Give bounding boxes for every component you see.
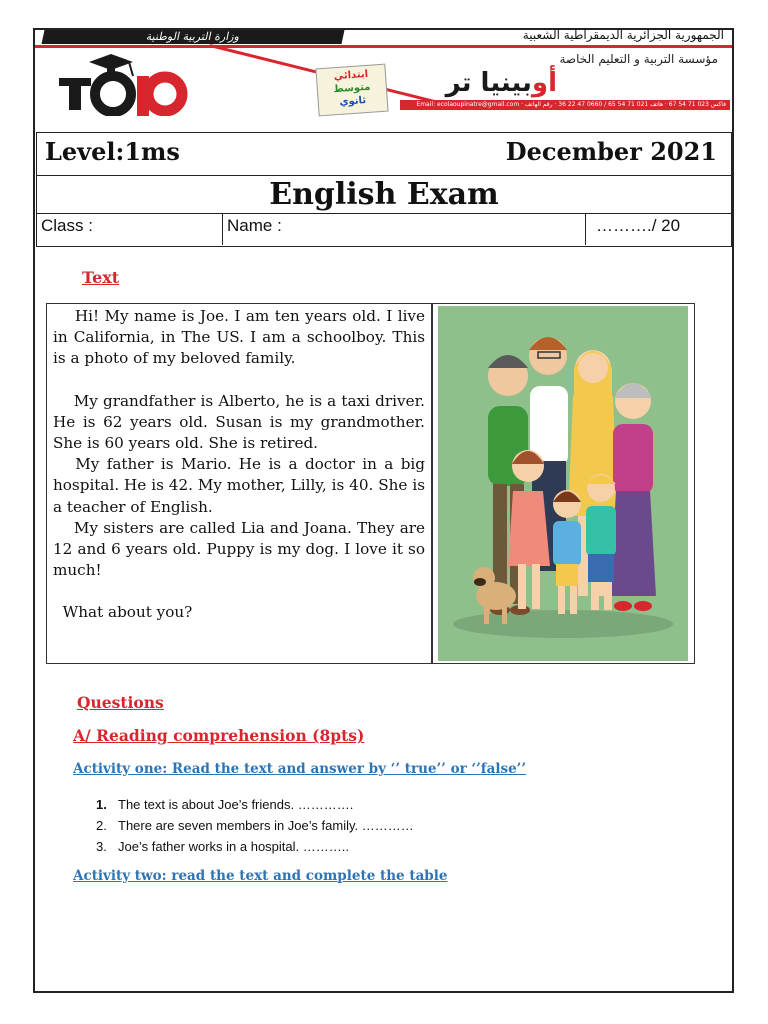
exam-date: December 2021 [505, 137, 717, 166]
ministry-label: وزارة التربية الوطنية [42, 30, 345, 44]
header-red-bar [35, 45, 732, 48]
passage-divider [431, 304, 433, 663]
activity-two-heading: Activity two: read the text and complete the table [73, 868, 448, 884]
levels-badge [315, 64, 388, 117]
passage-closing: What about you? [62, 603, 193, 622]
section-a-heading: A/ Reading comprehension (8pts) [73, 726, 365, 745]
level-middle: متوسط [333, 81, 371, 96]
passage-paragraph: Hi! My name is Joe. I am ten years old. I live in California, in The US. I am a schoolboy. This is a photo of my beloved family. [53, 307, 426, 368]
family-cartoon-icon [438, 306, 688, 661]
contact-line: Email: ecolaoupinatre@gmail.com · فاكس 023 71 54 67 · هاتف 021 71 54 65 / 0660 47 22 36 · رقم الهاتف [400, 100, 730, 110]
brand-name-red: أو [531, 68, 557, 98]
item-text: Joe’s father works in a hospital. ……….. [118, 839, 349, 854]
passage-paragraph: My father is Mario. He is a doctor in a big hospital. He is 42. My mother, Lilly, is 40. She is a teacher of English. [53, 455, 426, 516]
exam-title: English Exam [269, 177, 499, 212]
item-number: 1. [96, 797, 107, 812]
item-number: 3. [96, 839, 107, 854]
brand-name-black: بينيا تر [445, 68, 532, 98]
list-item [96, 836, 414, 857]
level-secondary: ثانوي [339, 95, 367, 108]
item-text: The text is about Joe’s friends. …………. [118, 797, 354, 812]
level-label: Level:1ms [45, 137, 180, 166]
passage-paragraph: My sisters are called Lia and Joana. They are 12 and 6 years old. Puppy is my dog. I love it so much! [53, 518, 426, 580]
title-row [36, 176, 732, 214]
text-heading: Text [82, 268, 120, 287]
school-logo-icon [49, 52, 209, 116]
activity-one-heading: Activity one: Read the text and answer by ‘’ true’’ or ‘’false’’ [73, 761, 527, 777]
brand-name [446, 68, 557, 98]
item-number: 2. [96, 818, 107, 833]
level-row [36, 132, 732, 176]
reading-passage [53, 306, 425, 624]
passage-paragraph: My grandfather is Alberto, he is a taxi driver. He is 62 years old. Susan is my grandmother. She is 60 years old. She is retired. [53, 391, 425, 453]
student-info-row [36, 214, 732, 247]
list-item [96, 815, 414, 836]
class-field[interactable]: Class : [37, 214, 223, 245]
score-field: ………./ 20 [596, 216, 681, 235]
item-text: There are seven members in Joe’s family. ………… [118, 818, 414, 833]
passage-box [46, 303, 695, 664]
questions-heading: Questions [77, 693, 164, 712]
list-item [96, 794, 414, 815]
family-illustration [438, 306, 688, 661]
republic-label: الجمهورية الجزائرية الديمقراطية الشعبية [522, 30, 724, 42]
level-primary: ابتدائي [333, 68, 369, 83]
true-false-list [96, 794, 414, 857]
school-header-banner [35, 30, 732, 120]
name-field[interactable]: Name : [223, 214, 586, 245]
institution-label: مؤسسة التربية و التعليم الخاصة [559, 52, 718, 66]
